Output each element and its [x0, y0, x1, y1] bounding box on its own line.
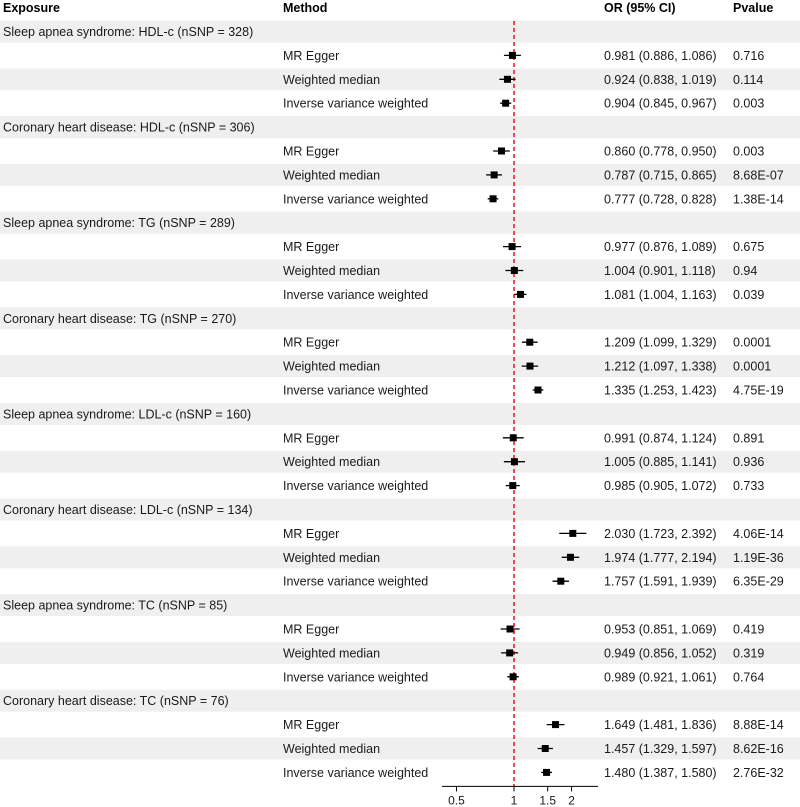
method-label: MR Egger — [283, 526, 340, 541]
pvalue-label: 8.68E-07 — [733, 168, 784, 183]
x-tick-label: 1.5 — [539, 793, 557, 807]
or-ci-label: 0.949 (0.856, 1.052) — [604, 646, 717, 661]
method-label: MR Egger — [283, 240, 340, 255]
pvalue-label: 0.675 — [733, 240, 765, 255]
or-ci-label: 1.757 (1.591, 1.939) — [604, 574, 717, 589]
or-ci-label: 0.953 (0.851, 1.069) — [604, 622, 717, 637]
or-ci-label: 1.649 (1.481, 1.836) — [604, 718, 717, 733]
method-label: MR Egger — [283, 335, 340, 350]
method-label: MR Egger — [283, 431, 340, 446]
method-label: Inverse variance weighted — [283, 383, 429, 398]
pvalue-label: 0.891 — [733, 431, 765, 446]
pvalue-label: 8.88E-14 — [733, 718, 784, 733]
or-ci-label: 1.480 (1.387, 1.580) — [604, 765, 717, 780]
exposure-label: Sleep apnea syndrome: HDL-c (nSNP = 328) — [3, 25, 254, 39]
pvalue-label: 0.039 — [733, 287, 765, 302]
estimate-point — [510, 673, 517, 680]
estimate-point — [509, 52, 516, 59]
estimate-point — [542, 745, 549, 752]
or-ci-label: 2.030 (1.723, 2.392) — [604, 526, 717, 541]
method-label: Weighted median — [283, 455, 381, 470]
pvalue-label: 4.06E-14 — [733, 526, 784, 541]
exposure-label: Coronary heart disease: LDL-c (nSNP = 134) — [3, 503, 253, 517]
x-tick-label: 2 — [568, 793, 575, 807]
pvalue-label: 6.35E-29 — [733, 574, 784, 589]
or-ci-label: 1.974 (1.777, 2.194) — [604, 550, 717, 565]
or-ci-label: 1.004 (0.901, 1.118) — [604, 264, 716, 278]
method-label: Weighted median — [283, 550, 381, 565]
or-ci-label: 1.212 (1.097, 1.338) — [604, 359, 717, 374]
pvalue-label: 2.76E-32 — [733, 765, 784, 780]
or-ci-label: 0.977 (0.876, 1.089) — [604, 240, 717, 255]
estimate-point — [498, 148, 505, 155]
estimate-point — [509, 243, 516, 250]
table-header — [3, 1, 773, 15]
estimate-point — [552, 721, 559, 728]
estimate-point — [511, 458, 518, 465]
header-pvalue: Pvalue — [733, 1, 774, 15]
method-label: MR Egger — [283, 48, 340, 63]
method-label: MR Egger — [283, 144, 340, 159]
pvalue-label: 0.0001 — [733, 335, 772, 350]
estimate-point — [543, 769, 550, 776]
or-ci-label: 0.924 (0.838, 1.019) — [604, 72, 717, 87]
estimate-point — [502, 100, 509, 107]
method-label: Inverse variance weighted — [283, 479, 429, 494]
method-label: Weighted median — [283, 168, 381, 183]
pvalue-label: 0.114 — [733, 72, 764, 87]
exposure-label: Coronary heart disease: HDL-c (nSNP = 306) — [3, 120, 255, 135]
method-label: Weighted median — [283, 72, 381, 87]
or-ci-label: 1.005 (0.885, 1.141) — [604, 455, 717, 470]
exposure-label: Coronary heart disease: TG (nSNP = 270) — [3, 311, 237, 326]
x-tick-label: 1 — [510, 793, 518, 807]
exposure-label: Sleep apnea syndrome: TG (nSNP = 289) — [3, 216, 235, 231]
estimate-point — [569, 530, 576, 537]
estimate-point — [557, 578, 564, 585]
method-label: MR Egger — [283, 718, 340, 733]
estimate-point — [567, 554, 574, 561]
estimate-point — [510, 434, 517, 441]
pvalue-label: 4.75E-19 — [733, 383, 784, 398]
or-ci-label: 0.860 (0.778, 0.950) — [604, 144, 717, 159]
estimate-point — [517, 291, 524, 298]
pvalue-label: 0.764 — [733, 670, 765, 685]
method-label: Weighted median — [283, 264, 381, 278]
estimate-point — [504, 76, 511, 83]
or-ci-label: 1.335 (1.253, 1.423) — [604, 383, 717, 398]
header-method: Method — [283, 1, 328, 15]
estimate-point — [509, 482, 516, 489]
method-label: Inverse variance weighted — [283, 670, 429, 685]
header-exposure: Exposure — [3, 1, 60, 15]
header-or: OR (95% CI) — [604, 1, 676, 15]
pvalue-label: 1.19E-36 — [733, 550, 784, 565]
estimate-point — [511, 267, 518, 274]
or-ci-label: 1.457 (1.329, 1.597) — [604, 742, 717, 756]
estimate-point — [526, 363, 533, 370]
pvalue-label: 8.62E-16 — [733, 742, 784, 756]
estimate-point — [526, 339, 533, 346]
x-tick-label: 0.5 — [448, 793, 465, 807]
or-ci-label: 0.904 (0.845, 0.967) — [604, 96, 717, 111]
pvalue-label: 0.419 — [733, 622, 765, 637]
pvalue-label: 0.003 — [733, 96, 765, 111]
method-label: Weighted median — [283, 359, 381, 374]
or-ci-label: 1.081 (1.004, 1.163) — [604, 287, 717, 302]
method-label: Weighted median — [283, 646, 381, 661]
method-label: Inverse variance weighted — [283, 574, 429, 589]
method-label: Inverse variance weighted — [283, 765, 429, 780]
or-ci-label: 0.981 (0.886, 1.086) — [604, 48, 717, 63]
pvalue-label: 1.38E-14 — [733, 192, 784, 207]
exposure-label: Sleep apnea syndrome: LDL-c (nSNP = 160) — [3, 407, 252, 422]
method-label: Inverse variance weighted — [283, 96, 429, 111]
pvalue-label: 0.716 — [733, 48, 765, 63]
x-axis — [442, 786, 598, 807]
or-ci-label: 0.777 (0.728, 0.828) — [604, 192, 717, 207]
or-ci-label: 0.991 (0.874, 1.124) — [604, 431, 717, 446]
exposure-label: Sleep apnea syndrome: TC (nSNP = 85) — [3, 598, 228, 613]
or-ci-label: 1.209 (1.099, 1.329) — [604, 335, 717, 350]
or-ci-label: 0.989 (0.921, 1.061) — [604, 670, 717, 685]
estimate-point — [507, 626, 514, 633]
table-rows — [3, 25, 784, 780]
pvalue-label: 0.0001 — [733, 359, 772, 374]
method-label: Weighted median — [283, 742, 381, 756]
pvalue-label: 0.733 — [733, 479, 765, 494]
estimate-point — [490, 195, 497, 202]
pvalue-label: 0.94 — [733, 264, 758, 278]
method-label: MR Egger — [283, 622, 340, 637]
pvalue-label: 0.319 — [733, 646, 765, 661]
estimate-point — [506, 649, 513, 656]
method-label: Inverse variance weighted — [283, 192, 429, 207]
estimate-point — [535, 387, 542, 394]
pvalue-label: 0.936 — [733, 455, 765, 470]
or-ci-label: 0.985 (0.905, 1.072) — [604, 479, 717, 494]
exposure-label: Coronary heart disease: TC (nSNP = 76) — [3, 694, 229, 709]
method-label: Inverse variance weighted — [283, 287, 429, 302]
or-ci-label: 0.787 (0.715, 0.865) — [604, 168, 717, 183]
pvalue-label: 0.003 — [733, 144, 765, 159]
estimate-point — [491, 171, 498, 178]
